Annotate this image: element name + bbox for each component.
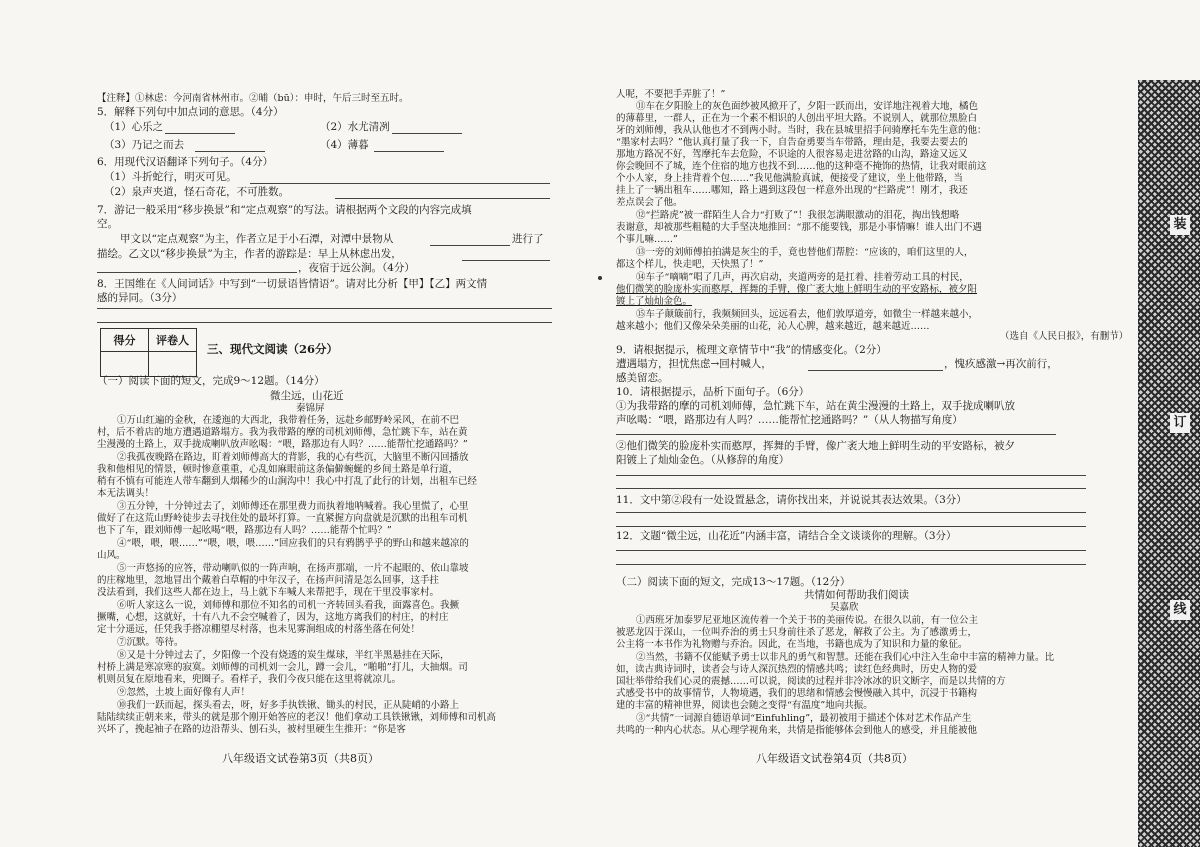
article-1-cont-line: ⑬一旁的刘师傅拍拍满是灰尘的手，竟也替他们帮腔：“应该的，咱们这里的人， (636, 247, 974, 258)
q8-answer-line-1[interactable] (97, 308, 552, 309)
article-1-cont-line: 差点误会了他。 (616, 197, 683, 208)
article-1-cont-line: 表谢意，却被那些粗糙的大手坚决地推回：“那不能要钱，那是小事情嘛！谁人出门不遇 (616, 222, 982, 233)
art2-para-1-line2: 被恶龙囚于深山，一位叫乔治的勇士只身前往杀了恶龙，解救了公主。为了感激勇士， (616, 627, 978, 638)
para-8-line2: 村桥上满是寒凉寒的寂寞。刘师傅的司机刘一会儿，蹲一会儿，“啪啪”打儿，大抽烟。司 (97, 662, 468, 673)
subsection-1-instructions: （一）阅读下面的短文，完成9～12题。（14分） (97, 375, 325, 387)
annotation-note: 【注释】①林虑：今河南省林州市。②晡（bū）：申时，午后三时至五时。 (97, 93, 409, 104)
q5-item-3: （3）乃记之而去 (104, 139, 185, 151)
subsection-2-instructions: （二）阅读下面的短文，完成13～17题。（12分） (616, 576, 851, 588)
binding-mark-2: 订 (1170, 413, 1190, 433)
para-1-line1: ①万山红遍的金秋，在逶迤的大西北，我带着任务，远赴乡邮野岭采风，在前不巴 (117, 415, 460, 426)
grader-header: 评卷人 (149, 329, 197, 352)
question-7-line5: ，夜宿于远公涧。（4分） (298, 262, 415, 274)
article-1-cont-line: 牙的刘师傅，我从认他也才不到两小时。当时，我在县城里招手问骑摩托车先生意的他： (616, 125, 987, 136)
article-1-cont-line: 个小人家，身上挂背着个包……”我见他满脸真诚，便接受了建议，坐上他带路，当 (616, 173, 963, 184)
q12-answer-line-2[interactable] (616, 564, 1086, 565)
para-3-line2: 做好了在这荒山野岭徒步去寻找住处的最坏打算。一直紧握方向盘就是沉默的出租车司机 (97, 513, 468, 524)
article-1-cont-line: 个事儿嘛……” (616, 234, 678, 245)
q7-answer-blank-2[interactable] (462, 260, 550, 261)
art2-para-2-line3: 国壮举带给我们心灵的震撼……可以说，阅读的过程并非冷冰冰的识文断字，而是以共情的方 (616, 676, 1006, 687)
para-2-line2: 我和他相见的情景，顿时惨意重重，心乱如麻眼前这条偏僻蜿蜒的乡间土路是单行道， (97, 464, 459, 475)
para-5-line2: 的庄稼地里，忽地冒出个戴着白草帽的中年汉子，在扬声问清是怎么回事，这手拄 (97, 575, 440, 586)
para-2-line3: 稍有不慎有可能连人带车翻到人烟稀少的山涧沟中！我心中打乱了此行的计划，出租车已经 (97, 476, 478, 487)
grader-cell[interactable] (149, 352, 197, 377)
q6-item-1: （1）斗折蛇行，明灭可见。 (104, 171, 237, 183)
para-8-line1: ⑧又是十分钟过去了，夕阳像一个没有烧透的炭生煤球，半红半黑悬挂在天际， (117, 650, 450, 661)
question-10: 10．请根据提示，品析下面句子。（6分） (616, 386, 810, 398)
article-1-cont-line: 的薄幕里，一群人，正在为一个素不相识的人创出平坦大路。不说别人，就那位黑脸白 (616, 113, 978, 124)
para-5-line3: 没法看到，我们这些人都在边上，马上就下车喊人来帮把手，现在干里没事家村。 (97, 587, 440, 598)
question-8-line2: 感的异同。（3分） (97, 292, 183, 304)
para-6-line2: 撅嘴，心想，这就好，十有八九不会空喊着了，因为，这地方离我们的村庄，的村庄 (97, 612, 449, 623)
q6-answer-blank-1[interactable] (250, 183, 550, 184)
score-header: 得分 (101, 329, 149, 352)
q5-answer-blank-4[interactable] (374, 151, 444, 152)
score-table (100, 328, 197, 377)
q8-answer-line-2[interactable] (97, 322, 552, 323)
para-3-line1: ③五分钟，十分钟过去了，刘师傅还在那里费力而执着地呐喊着。我心里慌了，心里 (117, 501, 469, 512)
q10-2-answer-line-1[interactable] (616, 475, 1086, 476)
art2-para-2-line2: 如，读古典诗词时，读者会与诗人深沉热烈的情感共鸣；读红色经典时，历史人物的爱 (616, 664, 978, 675)
q10-sentence-2-line2: 阳镀上了灿灿金色。（从修辞的角度） (616, 454, 790, 466)
q9-answer-blank-1[interactable] (808, 370, 943, 371)
art2-para-2-line5: 建的丰富的精神世界，阅读也会随之变得“有温度”地向共振。 (616, 700, 873, 711)
art2-para-1-line1: ①西班牙加泰罗尼亚地区流传着一个关于书的美丽传说。在很久以前，有一位公主 (636, 615, 979, 626)
para-6-line1: ⑥听人家这么一说，刘师傅和那位不知名的司机一齐转回头看我，面露喜色。我撅 (117, 600, 460, 611)
left-page (0, 0, 598, 847)
q5-answer-blank-1[interactable] (165, 133, 235, 134)
article-1-cont-line: 你会晚回不了城，连个住宿的地方也找不到……他的这种毫不掩饰的热情，让我对眼前这 (616, 161, 987, 172)
art2-para-1-line3: 公主将一本书作为礼物赠与乔治。因此，在当地，书籍也成为了知识和力量的象征。 (616, 639, 968, 650)
question-7-line3: 甲文以“定点观察”为主，作者立足于小石潭，对潭中景物从 (120, 233, 394, 245)
para-9: ⑨忽然，土坡上面好像有人声！ (117, 687, 251, 698)
q7-answer-blank-3[interactable] (97, 272, 297, 273)
question-7-line4: 描绘。乙文以“移步换景”为主，作者的游踪是：早上从林虑出发， (97, 248, 402, 260)
article-1-cont-line: 都这个样儿，快走吧，天快黑了！” (616, 259, 764, 270)
para-10-line1: ⑩我们一跃而起，探头看去，呀，好多手执铁锹、锄头的村民，正从陡峭的小路上 (117, 700, 460, 711)
q5-answer-blank-3[interactable] (195, 151, 265, 152)
article-1-cont-line: 他们微笑的脸庞朴实而憨厚，挥舞的手臂，像广袤大地上鲜明生动的平安路标，被夕阳 (616, 284, 978, 295)
q12-answer-line-1[interactable] (616, 550, 1086, 551)
right-page (598, 0, 1200, 847)
article-1-cont-line: ⑭车子“嘀嘀”唱了几声，再次启动，夹道两旁的是扛着、挂着劳动工具的村民， (636, 272, 969, 283)
article-1-cont-line: “墨家村去吗？”他认真打量了我一下，自告奋勇要当车带路，理由是，我要去要去的 (616, 137, 968, 148)
q5-answer-blank-2[interactable] (392, 133, 462, 134)
para-1-line3: 尘漫漫的土路上，双手拢成喇叭放声吆喝：“喂，路那边有人吗？……能帮忙挖通路吗？” (97, 439, 468, 450)
article-1-cont-line: 镀上了灿灿金色。 (616, 296, 693, 307)
section-3-heading: 三、现代文阅读（26分） (207, 342, 339, 356)
binding-margin-stripe (1138, 80, 1200, 847)
q11-answer-line-1[interactable] (616, 512, 1086, 513)
art2-para-2-line4: 式感受书中的故事情节，人物境遇，我们的思绪和情感会慢慢融入其中，沉浸于书籍构 (616, 688, 978, 699)
para-4-line1: ④“喂，喂，喂……”“喂，喂，喂……”回应我们的只有鸦鹊乎乎的野山和越来越凉的 (117, 538, 469, 549)
q10-2-answer-line-2[interactable] (616, 488, 1086, 489)
art2-para-3-line1: ③“共情”一词源自德语单词“Einfuhling”，最初被用于描述个体对艺术作品产生 (636, 713, 972, 724)
q11-answer-line-2[interactable] (616, 526, 1086, 527)
para-2-line1: ②我孤夜晚路在路边，盯着刘师傅高大的背影，我的心有些沉，大脑里不断闪回播放 (117, 452, 469, 463)
article-2-author: 吴嘉欣 (830, 602, 859, 613)
para-8-line3: 机则员复在原地看来，兜圈子。看样子，我们今夜只能在这里将就凉儿。 (97, 674, 402, 685)
article-1-cont-line: 人呢，不要把手弄脏了！” (616, 89, 726, 100)
article-1-title: 微尘远，山花近 (270, 390, 344, 402)
question-6: 6．用现代汉语翻译下列句子。（4分） (97, 156, 274, 168)
q5-item-2: （2）水尤清冽 (320, 121, 390, 133)
para-7: ⑦沉默。等待。 (117, 637, 184, 648)
question-5: 5．解释下列句中加点词的意思。（4分） (97, 106, 284, 118)
article-1-cont-line: 挂上了一辆出租车……哪知，路上遇到这段包一样意外出现的“拦路虎”！刚才，我还 (616, 185, 968, 196)
q10-sentence-1-line2: 声吆喝：“喂，路那边有人吗？……能帮忙挖通路吗？”（从人物描写角度） (616, 414, 963, 426)
q9-line2: 感美留恋。 (616, 372, 669, 384)
q6-answer-blank-2[interactable] (335, 198, 550, 199)
question-7-line2: 空。 (97, 218, 118, 230)
para-5-line1: ⑤一声悠扬的应答，带动喇叭似的一阵声响，在扬声那端，一片不起眼的、依山靠坡 (117, 563, 469, 574)
question-9: 9．请根据提示，梳理文章情节中“我”的情感变化。（2分） (616, 344, 887, 356)
para-6-line3: 定十分遥远，任凭我手搭凉棚望尽村落，也未见雾涧组成的村落坐落在何处！ (97, 624, 421, 635)
question-11: 11．文中第②段有一处设置悬念，请你找出来，并说说其表达效果。（3分） (616, 494, 967, 506)
q10-sentence-1-line1: ①为我带路的摩的司机刘师傅，急忙跳下车，站在黄尘漫漫的土路上，双手拢成喇叭放 (616, 400, 1015, 412)
q10-1-answer-line[interactable] (616, 434, 1056, 435)
right-page-footer: 八年级语文试卷第4页（共8页） (756, 752, 913, 765)
article-1-cont-line: 那地方路况不好，驾摩托车去危险，不识途的人很容易走进岔路的山沟，路途又远又 (616, 149, 968, 160)
article-1-cont-line: ⑫“拦路虎”被一群陌生人合力“打败了”！我很怎满眼激动的泪花，掏出钱想略 (636, 210, 960, 221)
para-2-line4: 本无法调头！ (97, 488, 155, 499)
para-1-line2: 村，后不着店的地方遭遇道路塌方。我为我带路的摩的司机刘师傅，急忙跳下车，站在黄 (97, 427, 468, 438)
question-12: 12．文题“微尘远，山花近”内涵丰富，请结合全文谈谈你的理解。（3分） (616, 530, 957, 542)
article-1-author: 秦锦屏 (296, 403, 325, 414)
art2-para-3-line2: 共鸣的一种内心状态。从心理学视角来，共情是指能够体会到他人的感受，并且能被他 (616, 725, 978, 736)
para-4-line2: 山风。 (97, 550, 126, 561)
binding-dot (598, 276, 602, 280)
para-3-line3: 也下了车，跟刘师傅一起吆喝“喂，路那边有人吗？……能帮个忙吗？” (97, 525, 392, 536)
para-10-line3: 兴坏了，挽起袖子在路的边沿帮头、刨石头，被村里硬生生推开：“你是客 (97, 724, 406, 735)
q9-line1-a: 遭遇塌方，担忧焦虑→回村喊人， (616, 358, 772, 370)
art2-para-2-line1: ②当然，书籍不仅能赋予勇士以非凡的勇气和智慧。还能在我们心中注入生命中丰富的精神力量。比 (636, 652, 1055, 663)
q7-answer-blank-1[interactable] (430, 245, 510, 246)
question-8-line1: 8．王国维在《人间词话》中写到“一切景语皆情语”。请对比分析【甲】【乙】两文情 (97, 278, 488, 290)
question-7-line1: 7．游记一般采用“移步换景”和“定点观察”的写法。请根据两个文段的内容完成填 (97, 204, 472, 216)
article-1-source: （选自《人民日报》，有删节） (1000, 331, 1129, 342)
article-1-cont-line: ⑮车子颠簸前行，我频频回头，远远看去，他们敦厚道旁，如微尘一样越来越小， (636, 309, 979, 320)
q10-sentence-2-line1: ②他们微笑的脸庞朴实而憨厚，挥舞的手臂，像广袤大地上鲜明生动的平安路标，被夕 (616, 440, 1015, 452)
article-1-cont-line: 越来越小；他们又像朵朵美丽的山花，沁人心脾，越来越近，越来越近…… (616, 321, 930, 332)
para-10-line2: 陆陆续续正朝来来，带头的就是那个刚开始答应的老汉！他们拿动工具铁锹锹，刘师傅和司机高 (97, 712, 497, 723)
article-2-title: 共情如何帮助我们阅读 (804, 589, 909, 601)
left-page-footer: 八年级语文试卷第3页（共8页） (222, 752, 379, 765)
q6-item-2: （2）泉声夹道，怪石奇花，不可胜数。 (104, 186, 290, 198)
q5-item-4: （4）薄暮 (320, 139, 369, 151)
score-cell[interactable] (101, 352, 149, 377)
binding-mark-3: 线 (1170, 600, 1190, 620)
article-1-cont-line: ⑪车在夕阳脸上的灰色面纱被风掀开了，夕阳一跃而出，安详地注视着大地，橘色 (636, 101, 979, 112)
q9-line1-b: ，愧疚感激→再次前行， (944, 358, 1058, 370)
binding-mark-1: 装 (1170, 215, 1190, 235)
question-7-line3-end: 进行了 (512, 233, 544, 245)
q5-item-1: （1）心乐之 (104, 121, 164, 133)
